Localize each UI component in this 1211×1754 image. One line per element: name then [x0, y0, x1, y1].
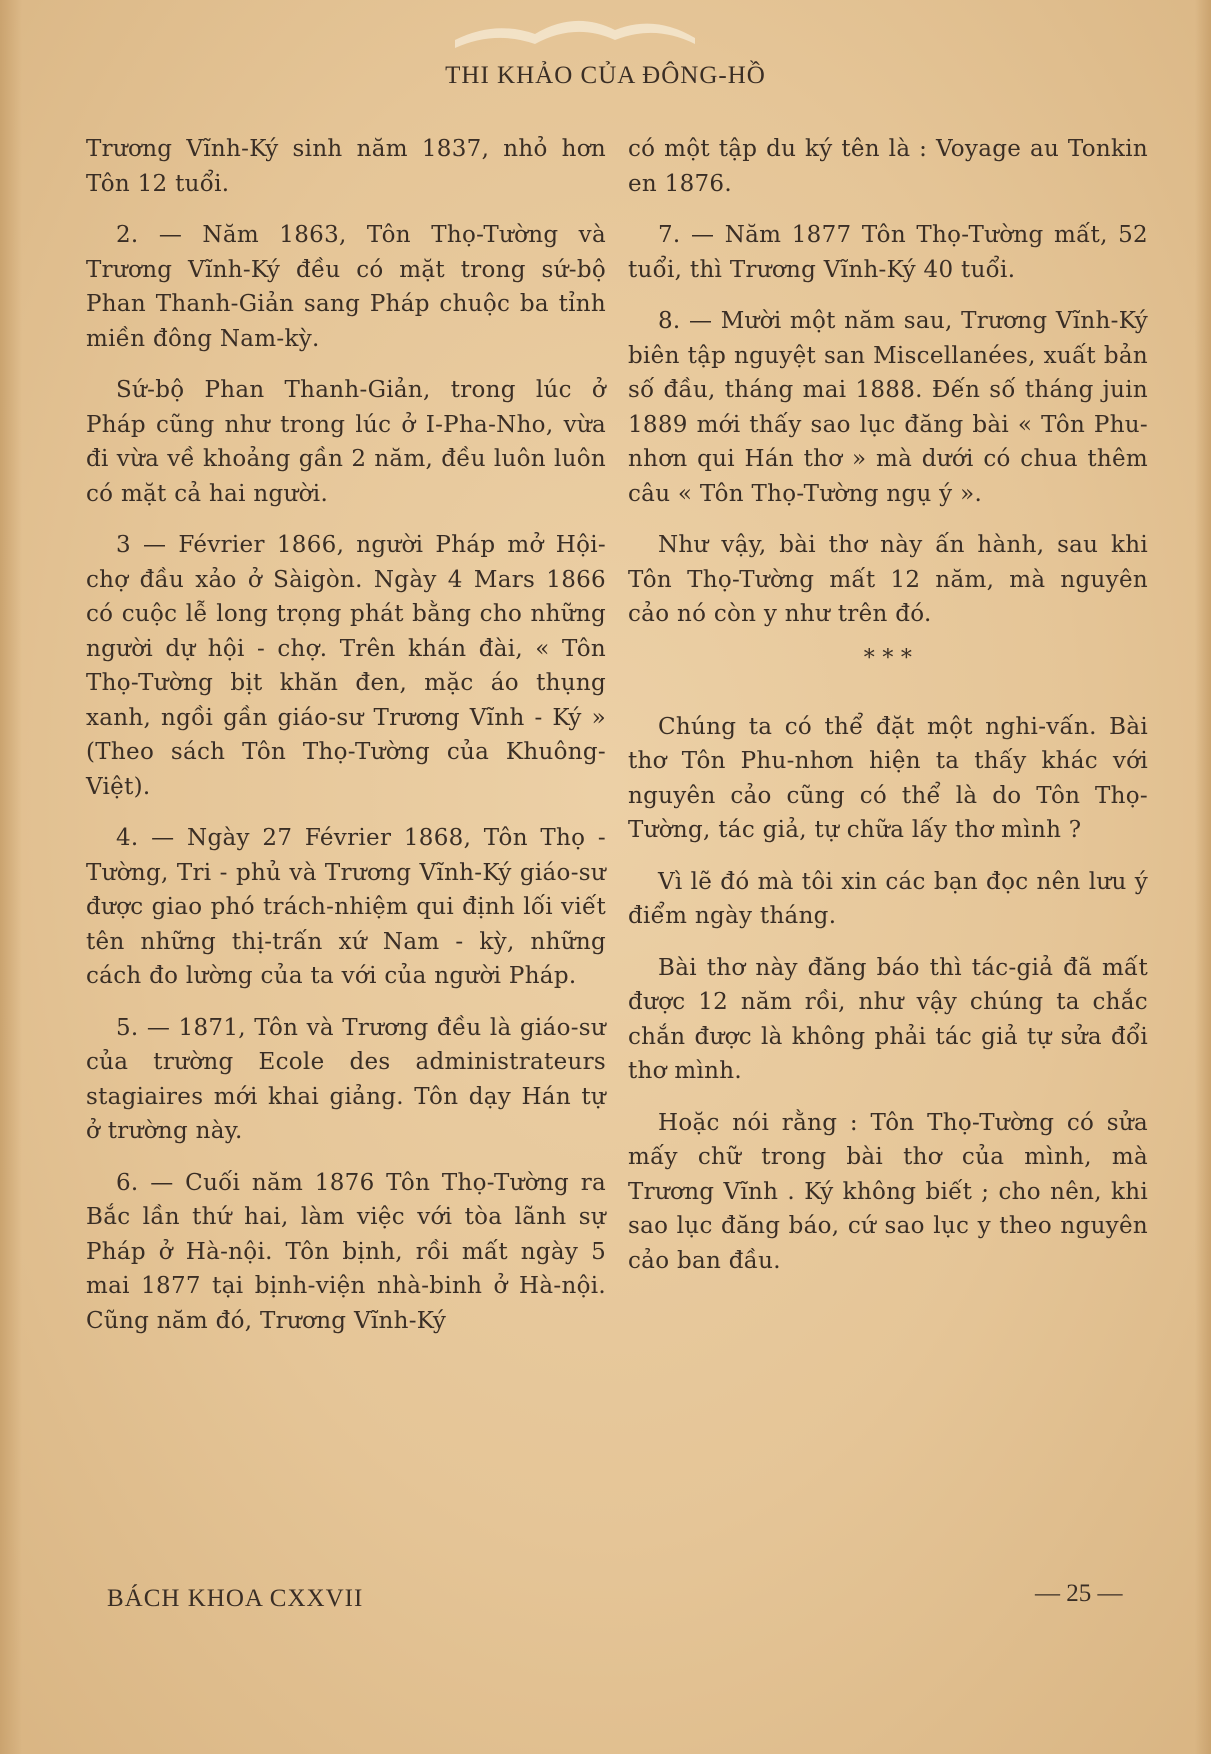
- page-number: — 25 —: [1035, 1580, 1123, 1607]
- left-paragraph-1: Trương Vĩnh-Ký sinh năm 1837, nhỏ hơn Tôn 12 tuổi.: [86, 136, 606, 197]
- right-paragraph-2: 7. — Năm 1877 Tôn Thọ-Tường mất, 52 tuổi, thì Trương Vĩnh-Ký 40 tuổi.: [628, 222, 1148, 283]
- right-paragraph-3: 8. — Mười một năm sau, Trương Vĩnh-Ký biên tập nguyệt san Miscellanées, xuất bản số đầu, tháng mai 1888. Đến số tháng juin 1889 mới thấy sao lục đăng bài « Tôn Phu-nhơn qui Hán thơ » mà dưới có chua thêm câu « Tôn Thọ-Tường ngụ ý ».: [628, 308, 1148, 507]
- section-separator: * * *: [863, 645, 913, 671]
- left-paragraph-3: Sứ-bộ Phan Thanh-Giản, trong lúc ở Pháp cũng như trong lúc ở I-Pha-Nho, vừa đi vừa về khoảng gần 2 năm, đều luôn luôn có mặt cả hai người.: [86, 377, 606, 507]
- paper-tear-mark: [455, 0, 695, 70]
- left-paragraph-4: 3 — Février 1866, người Pháp mở Hội-chợ đầu xảo ở Sàigòn. Ngày 4 Mars 1866 có cuộc lễ long trọng phát bằng cho những người dự hội - chợ. Trên khán đài, « Tôn Thọ-Tường bịt khăn đen, mặc áo thụng xanh, ngồi gần giáo-sư Trương Vĩnh - Ký » (Theo sách Tôn Thọ-Tường của Khuông-Việt).: [86, 532, 606, 800]
- right-paragraph-1: có một tập du ký tên là : Voyage au Tonkin en 1876.: [628, 136, 1148, 197]
- page-edge-left: [0, 0, 22, 1754]
- right-paragraph-6: Vì lẽ đó mà tôi xin các bạn đọc nên lưu ý điểm ngày tháng.: [628, 868, 1148, 929]
- left-paragraph-7: 6. — Cuối năm 1876 Tôn Thọ-Tường ra Bắc lần thứ hai, làm việc với tòa lãnh sự Pháp ở Hà-nội. Tôn bịnh, rồi mất ngày 5 mai 1877 tại bịnh-viện nhà-binh ở Hà-nội. Cũng năm đó, Trương Vĩnh-Ký: [86, 1169, 606, 1334]
- page-edge-right: [1195, 0, 1211, 1754]
- left-column: [86, 132, 606, 1355]
- right-paragraph-7: Bài thơ này đăng báo thì tác-giả đã mất được 12 năm rồi, như vậy chúng ta chắc chắn được là không phải tác giả tự sửa đổi thơ mình.: [628, 954, 1148, 1084]
- right-paragraph-5: Chúng ta có thể đặt một nghi-vấn. Bài thơ Tôn Phu-nhơn hiện ta thấy khác với nguyên cảo cũng có thể là do Tôn Thọ-Tường, tác giả, tự chữa lấy thơ mình ?: [628, 713, 1148, 843]
- right-column: [628, 132, 1148, 1295]
- right-paragraph-4: Như vậy, bài thơ này ấn hành, sau khi Tôn Thọ-Tường mất 12 năm, mà nguyên cảo nó còn y như trên đó.: [628, 532, 1148, 627]
- running-header: THI KHẢO CỦA ĐÔNG-HỒ: [445, 62, 766, 89]
- left-paragraph-2: 2. — Năm 1863, Tôn Thọ-Tường và Trương Vĩnh-Ký đều có mặt trong sứ-bộ Phan Thanh-Giản sang Pháp chuộc ba tỉnh miền đông Nam-kỳ.: [86, 222, 606, 352]
- right-paragraph-8: Hoặc nói rằng : Tôn Thọ-Tường có sửa mấy chữ trong bài thơ của mình, mà Trương Vĩnh . Ký không biết ; cho nên, khi sao lục đăng báo, cứ sao lục y theo nguyên cảo ban đầu.: [628, 1109, 1148, 1274]
- journal-footer: BÁCH KHOA CXXVII: [107, 1585, 364, 1612]
- left-paragraph-6: 5. — 1871, Tôn và Trương đều là giáo-sư của trường Ecole des administrateurs stagiaires mới khai giảng. Tôn dạy Hán tự ở trường này.: [86, 1014, 606, 1144]
- left-paragraph-5: 4. — Ngày 27 Février 1868, Tôn Thọ - Tường, Tri - phủ và Trương Vĩnh-Ký giáo-sư được giao phó trách-nhiệm qui định lối viết tên những thị-trấn xứ Nam - kỳ, những cách đo lường của ta với của người Pháp.: [86, 825, 606, 989]
